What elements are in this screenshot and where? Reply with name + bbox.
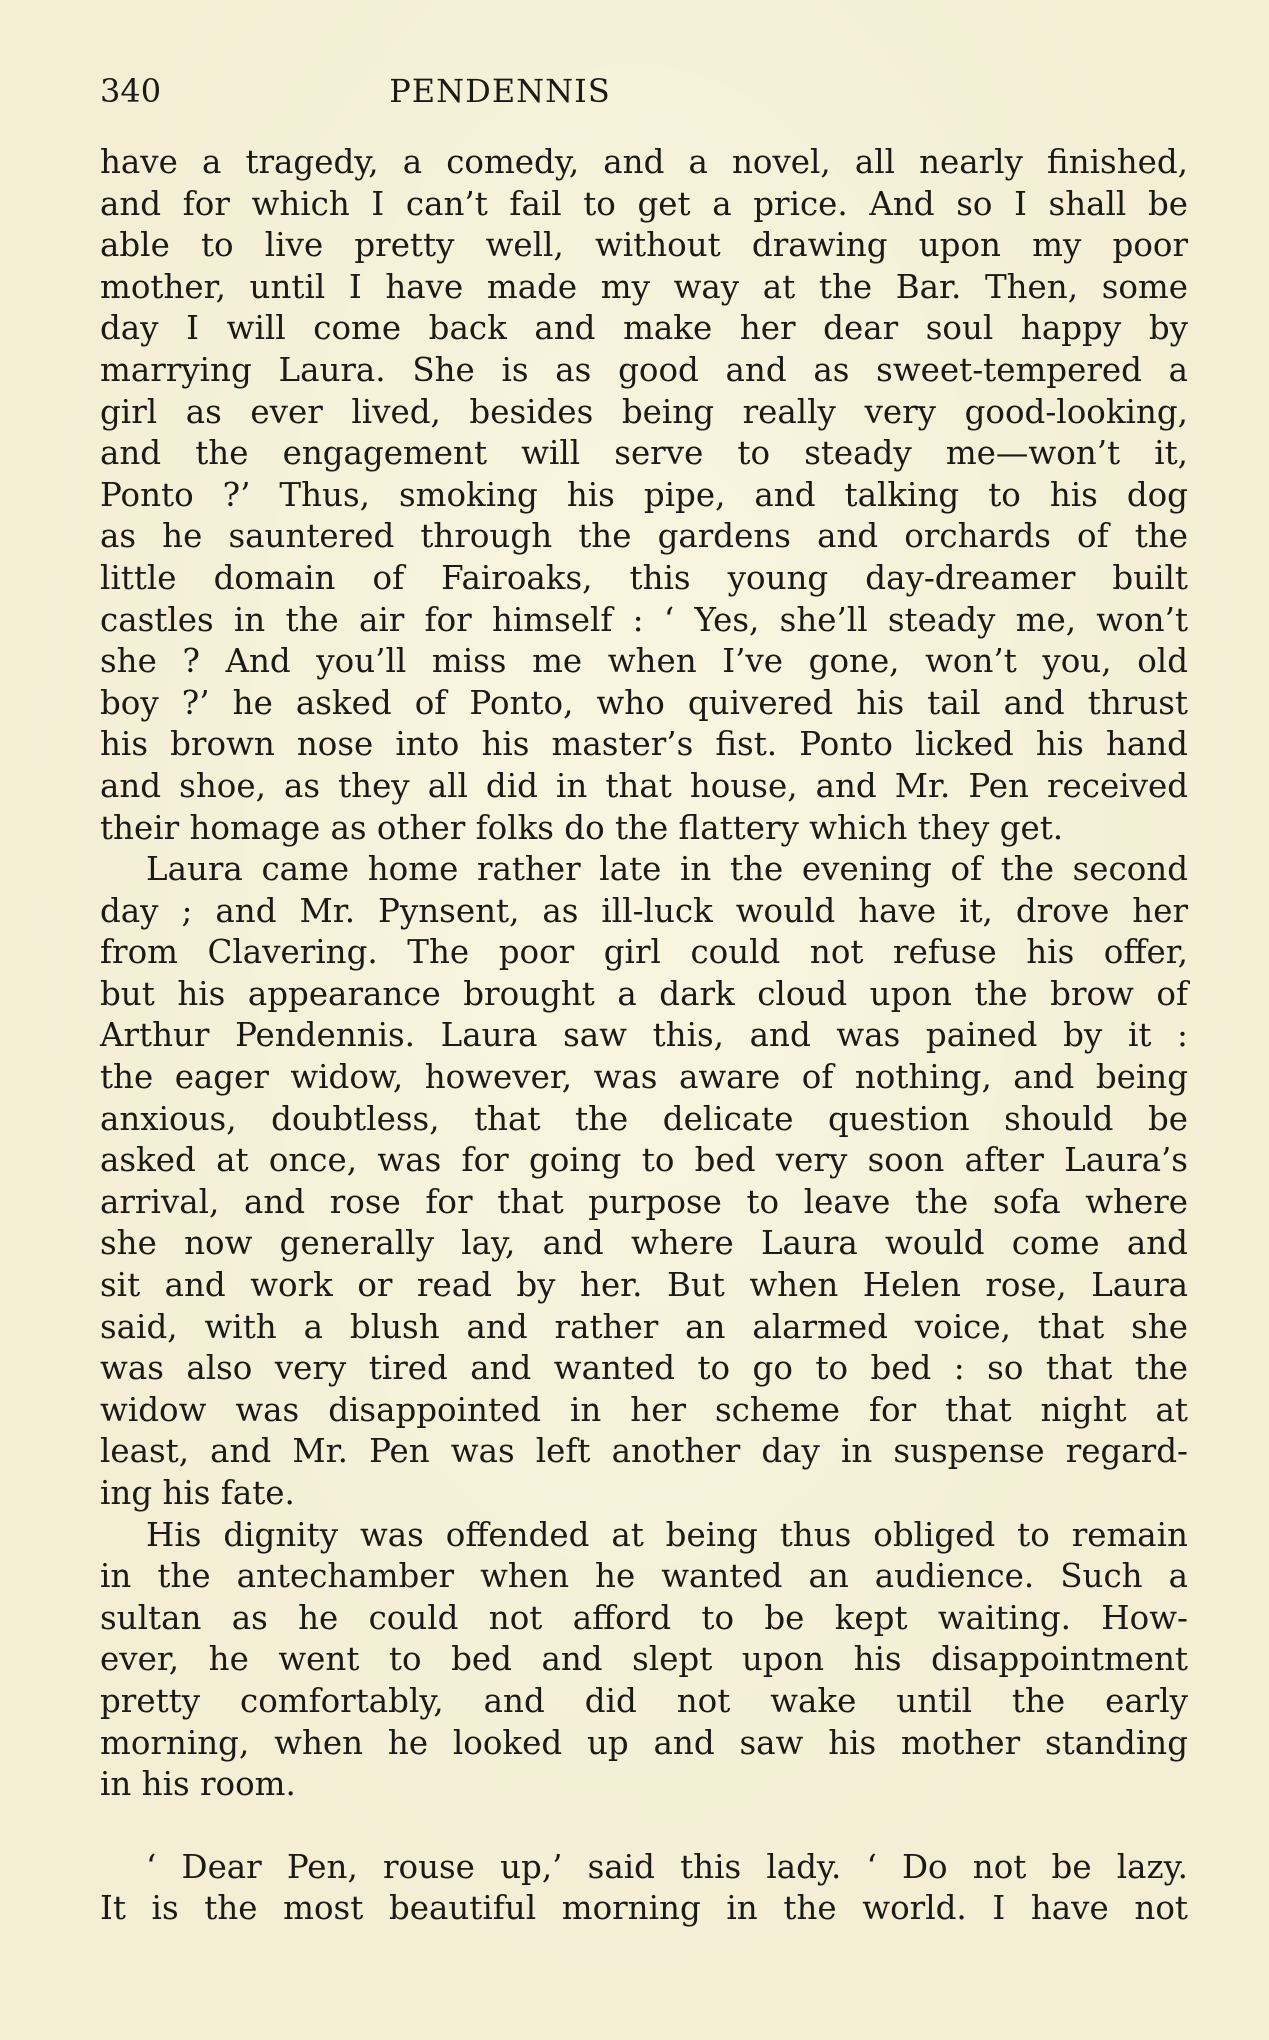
text-line: and for which I can’t fail to get a price. And so I shall be	[100, 184, 1188, 223]
text-line: It is the most beautiful morning in the world. I have not	[100, 1889, 1188, 1928]
text-line: but his appearance brought a dark cloud upon the brow of	[100, 974, 1188, 1013]
text-line: marrying Laura. She is as good and as sweet-tempered a	[100, 350, 1188, 389]
text-line: mother, until I have made my way at the Bar. Then, some	[100, 267, 1188, 306]
text-line: sit and work or read by her. But when Helen rose, Laura	[100, 1266, 1188, 1305]
page-number: 340	[100, 72, 162, 110]
text-line: and shoe, as they all did in that house, and Mr. Pen received	[100, 766, 1188, 805]
text-line: castles in the air for himself : ‘ Yes, she’ll steady me, won’t	[100, 600, 1188, 639]
text-line: and the engagement will serve to steady me—won’t it,	[100, 434, 1188, 473]
text-line: able to live pretty well, without drawing upon my poor	[100, 226, 1188, 265]
text-line: morning, when he looked up and saw his mother standing	[100, 1723, 1188, 1762]
text-line: boy ?’ he asked of Ponto, who quivered his tail and thrust	[100, 683, 1188, 722]
text-line: have a tragedy, a comedy, and a novel, all nearly finished,	[100, 143, 1188, 181]
text-line: Arthur Pendennis. Laura saw this, and was pained by it :	[100, 1016, 1188, 1055]
running-title: PENDENNIS	[389, 72, 611, 110]
text-line: ‘ Dear Pen, rouse up,’ said this lady. ‘ Do not be lazy.	[146, 1847, 1188, 1886]
text-line: ing his fate.	[100, 1474, 295, 1512]
text-line: day ; and Mr. Pynsent, as ill-luck would have it, drove her	[100, 891, 1188, 930]
text-line: day I will come back and make her dear soul happy by	[100, 309, 1188, 348]
text-line: least, and Mr. Pen was left another day in suspense regard-	[100, 1432, 1188, 1471]
text-line: she ? And you’ll miss me when I’ve gone, won’t you, old	[100, 642, 1188, 681]
text-line: His dignity was offended at being thus obliged to remain	[146, 1515, 1188, 1554]
text-line: his brown nose into his master’s fist. Ponto licked his hand	[100, 725, 1188, 764]
text-line: girl as ever lived, besides being really very good-looking,	[100, 392, 1188, 431]
text-line: ever, he went to bed and slept upon his disappointment	[100, 1640, 1188, 1679]
text-line: pretty comfortably, and did not wake until the early	[100, 1681, 1188, 1720]
text-line: was also very tired and wanted to go to bed : so that the	[100, 1349, 1188, 1388]
text-line: sultan as he could not afford to be kept waiting. How-	[100, 1598, 1188, 1637]
text-line: asked at once, was for going to bed very soon after Laura’s	[100, 1141, 1188, 1180]
text-line: as he sauntered through the gardens and orchards of the	[100, 517, 1188, 556]
text-line: said, with a blush and rather an alarmed voice, that she	[100, 1307, 1188, 1346]
text-line: anxious, doubtless, that the delicate question should be	[100, 1099, 1188, 1138]
text-line: in the antechamber when he wanted an audience. Such a	[100, 1557, 1188, 1596]
page-header	[100, 66, 1188, 116]
text-line: their homage as other folks do the flattery which they get.	[100, 808, 1064, 847]
text-line: Ponto ?’ Thus, smoking his pipe, and talking to his dog	[100, 475, 1188, 514]
text-line: the eager widow, however, was aware of nothing, and being	[100, 1058, 1188, 1097]
text-line: Laura came home rather late in the evening of the second	[146, 850, 1188, 889]
text-line: widow was disappointed in her scheme for that night at	[100, 1390, 1188, 1429]
text-line: arrival, and rose for that purpose to leave the sofa where	[100, 1182, 1188, 1221]
text-line: in his room.	[100, 1765, 296, 1804]
text-line: little domain of Fairoaks, this young day-dreamer built	[100, 558, 1188, 597]
text-line: she now generally lay, and where Laura would come and	[100, 1224, 1188, 1263]
body-text	[100, 142, 1188, 1930]
text-line: from Clavering. The poor girl could not refuse his offer,	[100, 933, 1188, 972]
section-break	[100, 1806, 1188, 1847]
